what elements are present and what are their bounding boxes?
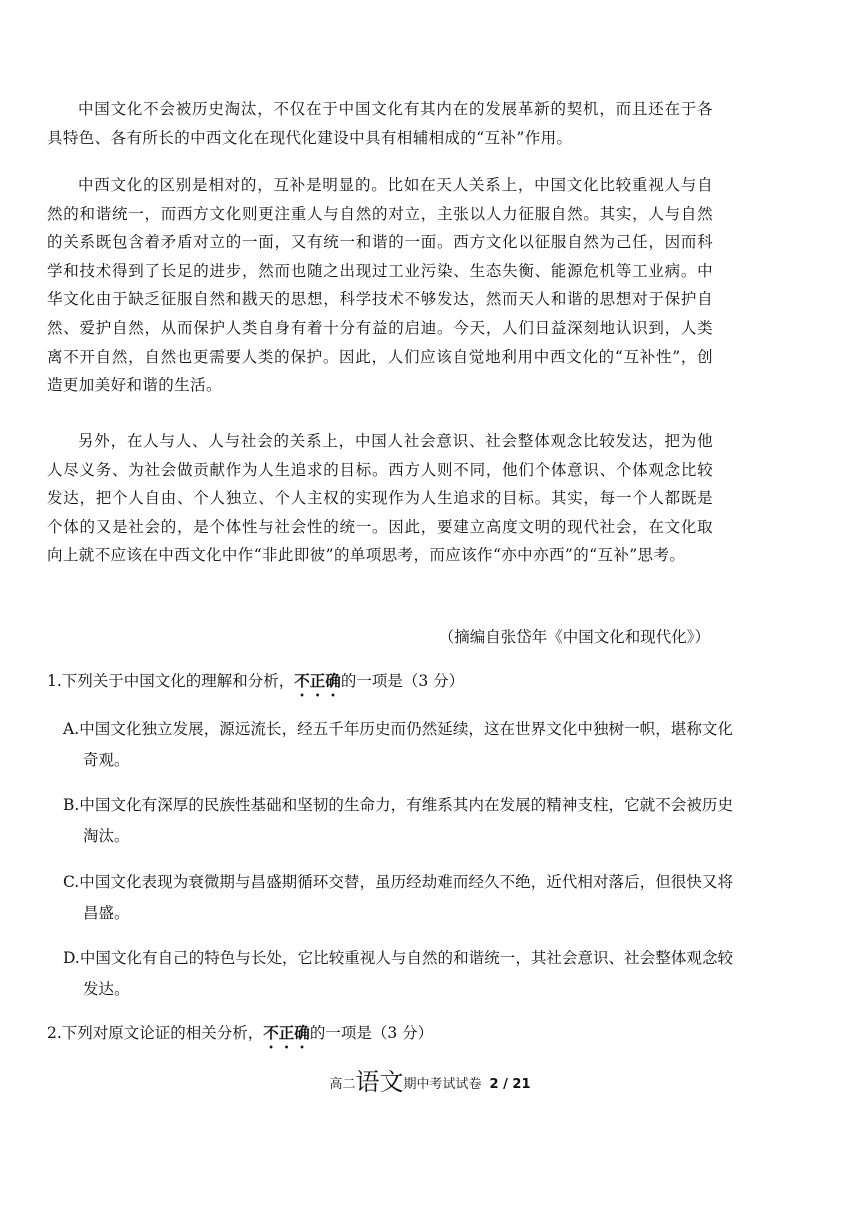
question-1-suffix: 的一项是（3 分） [340, 672, 465, 690]
question-1-option-a: A.中国文化独立发展，源远流长，经五千年历史而仍然延续，这在世界文化中独树一帜，堪称文化奇观。 [63, 720, 733, 769]
passage-source: （摘编自张岱年《中国文化和现代化》） [438, 628, 710, 646]
question-1-option-c: C.中国文化表现为衰微期与昌盛期循环交替，虽历经劫难而经久不绝，近代相对落后，但很快又将昌盛。 [63, 873, 733, 922]
question-2-prefix: 2.下列对原文论证的相关分析， [47, 1024, 264, 1042]
question-1-stem [47, 667, 727, 700]
page-footer [0, 1067, 860, 1100]
passage-paragraph-1: 中国文化不会被历史淘汰，不仅在于中国文化有其内在的发展革新的契机，而且还在于各具特色、各有所长的中西文化在现代化建设中具有相辅相成的“互补”作用。 [47, 100, 713, 147]
question-2-stem [47, 1019, 727, 1052]
footer-grade: 高二 [329, 1077, 356, 1092]
question-1-option-b: B.中国文化有深厚的民族性基础和坚韧的生命力，有维系其内在发展的精神支柱，它就不会被历史淘汰。 [63, 796, 733, 845]
question-2-suffix: 的一项是（3 分） [309, 1024, 434, 1042]
question-1-prefix: 1.下列关于中国文化的理解和分析， [47, 672, 295, 690]
footer-page-number: 2 / 21 [489, 1077, 531, 1092]
footer-subject: 语文 [355, 1068, 404, 1096]
question-1-emphasis: 不正确 [294, 671, 341, 690]
question-1-option-d: D.中国文化有自己的特色与长处，它比较重视人与自然的和谐统一，其社会意识、社会整体观念较发达。 [63, 949, 733, 998]
question-2-emphasis: 不正确 [263, 1023, 310, 1042]
passage-paragraph-3: 另外，在人与人、人与社会的关系上，中国人社会意识、社会整体观念比较发达，把为他人尽义务、为社会做贡献作为人生追求的目标。西方人则不同，他们个体意识、个体观念比较发达，把个人自由、个人独立、个人主权的实现作为人生追求的目标。其实，每一个人都既是个体的又是社会的，是个体性与社会性的统一。因此，要建立高度文明的现代社会，在文化取向上就不应该在中西文化中作“非此即彼”的单项思考，而应该作“亦中亦西”的“互补”思考。 [47, 432, 713, 565]
passage-paragraph-2: 中西文化的区别是相对的，互补是明显的。比如在天人关系上，中国文化比较重视人与自然的和谐统一，而西方文化则更注重人与自然的对立，主张以人力征服自然。其实，人与自然的关系既包含着矛盾对立的一面，又有统一和谐的一面。西方文化以征服自然为己任，因而科学和技术得到了长足的进步，然而也随之出现过工业污染、生态失衡、能源危机等工业病。中华文化由于缺乏征服自然和戡天的思想，科学技术不够发达，然而天人和谐的思想对于保护自然、爱护自然，从而保护人类自身有着十分有益的启迪。今天，人们日益深刻地认识到，人类离不开自然，自然也更需要人类的保护。因此，人们应该自觉地利用中西文化的“互补性”，创造更加美好和谐的生活。 [47, 176, 713, 395]
footer-exam-title: 期中考试试卷 [403, 1077, 482, 1092]
